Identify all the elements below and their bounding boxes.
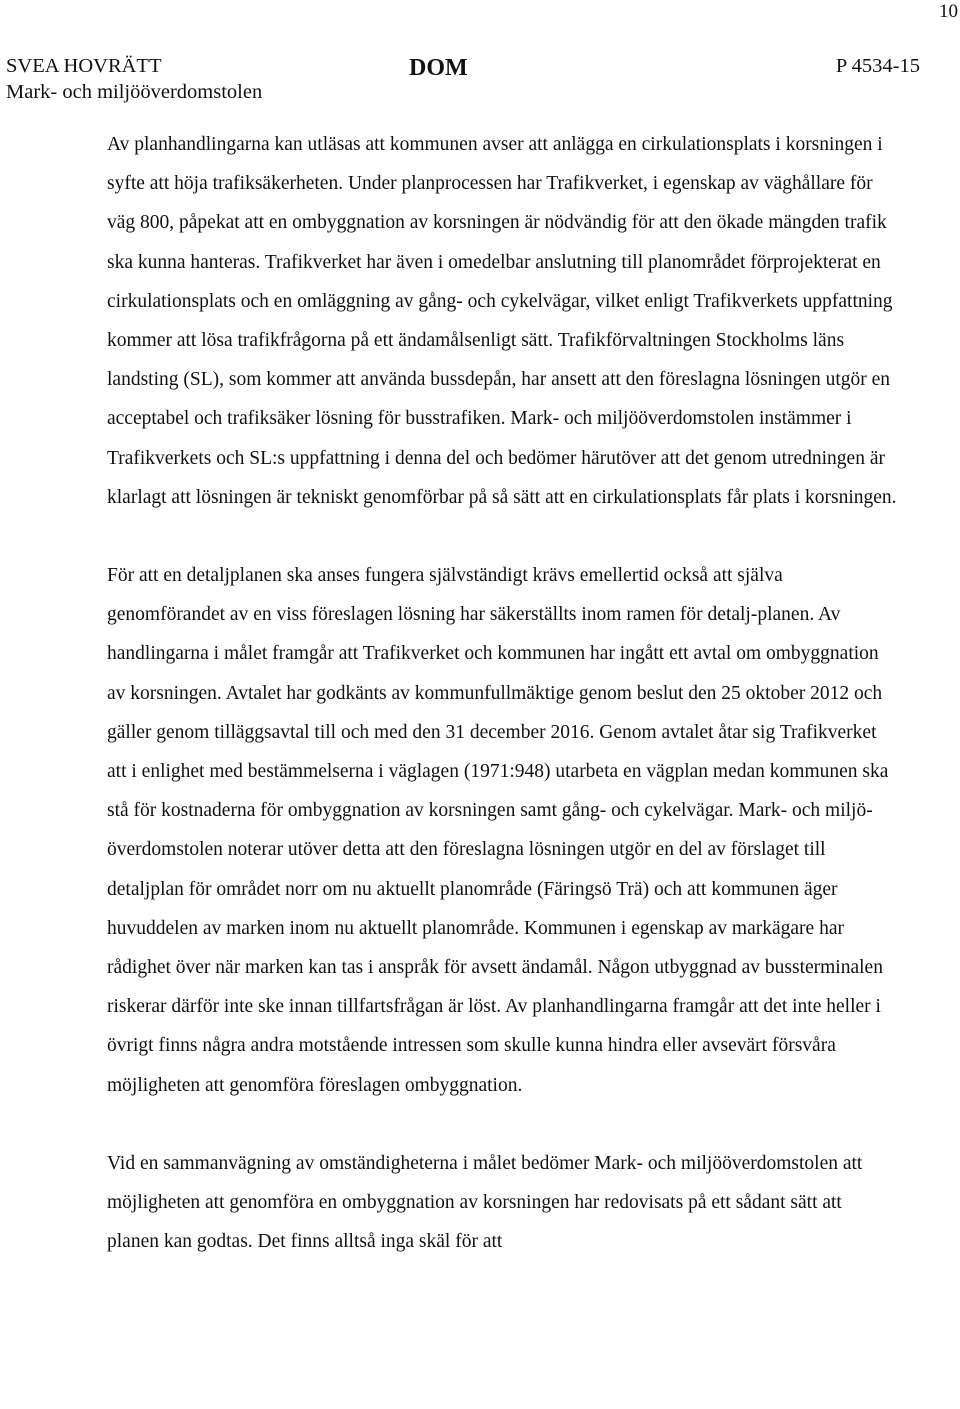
document-header [6,53,920,105]
document-body [107,125,897,1300]
court-division: Mark- och miljööverdomstolen [6,81,263,103]
document-type: DOM [409,55,468,81]
paragraph-conclusion: Vid en sammanvägning av omständigheterna i målet bedömer Mark- och miljööverdomstolen att möjligheten att genomföra en ombyggnation av korsningen har redovisats på ett sådant sätt att planen kan godtas. Det finns alltså inga skäl för att [107,1152,863,1253]
paragraph-implementation: För att en detaljplanen ska anses fungera självständigt krävs emellertid också att själva genomförandet av en viss föreslagen lösning har säkerställts inom ramen för detalj-planen. Av handlingarna i målet framgår att Trafikverket och kommunen har ingått ett avtal om ombyggnation av korsningen. Avtalet har godkänts av kommunfullmäktige genom beslut den 25 oktober 2012 och gäller genom tilläggsavtal till och med den 31 december 2016. Genom avtalet åtar sig Trafikverket att i enlighet med bestämmelserna i väglagen (1971:948) utarbeta en vägplan medan kommunen ska stå för kostnaderna för ombyggnation av korsningen samt gång- och cykelvägar. Mark- och miljö-överdomstolen noterar utöver detta att den föreslagna lösningen utgör en del av förslaget till detaljplan för området norr om nu aktuellt planområde (Färingsö Trä) och att kommunen äger huvuddelen av marken inom nu aktuellt planområde. Kommunen i egenskap av markägare har rådighet över när marken kan tas i anspråk för avsett ändamål. Någon utbyggnad av bussterminalen riskerar därför inte ske innan tillfartsfrågan är löst. Av planhandlingarna framgår att det inte heller i övrigt finns några andra motstående intressen som skulle kunna hindra eller avsevärt försvåra möjligheten att genomföra föreslagen ombyggnation. [107,565,889,1096]
paragraph-traffic-safety: Av planhandlingarna kan utläsas att kommunen avser att anlägga en cirkulationsplats i korsningen i syfte att höja trafiksäkerheten. Under planprocessen har Trafikverket, i egenskap av väghållare för väg 800, påpekat att en ombyggnation av korsningen är nödvändig för att den ökade mängden trafik ska kunna hanteras. Trafikverket har även i omedelbar anslutning till planområdet förprojekterat en cirkulationsplats och en omläggning av gång- och cykelvägar, vilket enligt Trafikverkets uppfattning kommer att lösa trafikfrågorna på ett ändamålsenligt sätt. Trafikförvaltningen Stockholms läns landsting (SL), som kommer att använda bussdepån, har ansett att den föreslagna lösningen utgör en acceptabel och trafiksäker lösning för busstrafiken. Mark- och miljööverdomstolen instämmer i Trafikverkets och SL:s uppfattning i denna del och bedömer härutöver att det genom utredningen är klarlagt att lösningen är tekniskt genomförbar på så sätt att en cirkulationsplats får plats i korsningen. [107,134,897,508]
court-name: SVEA HOVRÄTT [6,55,162,77]
page-number: 10 [939,1,958,22]
case-number: P 4534-15 [835,55,920,77]
